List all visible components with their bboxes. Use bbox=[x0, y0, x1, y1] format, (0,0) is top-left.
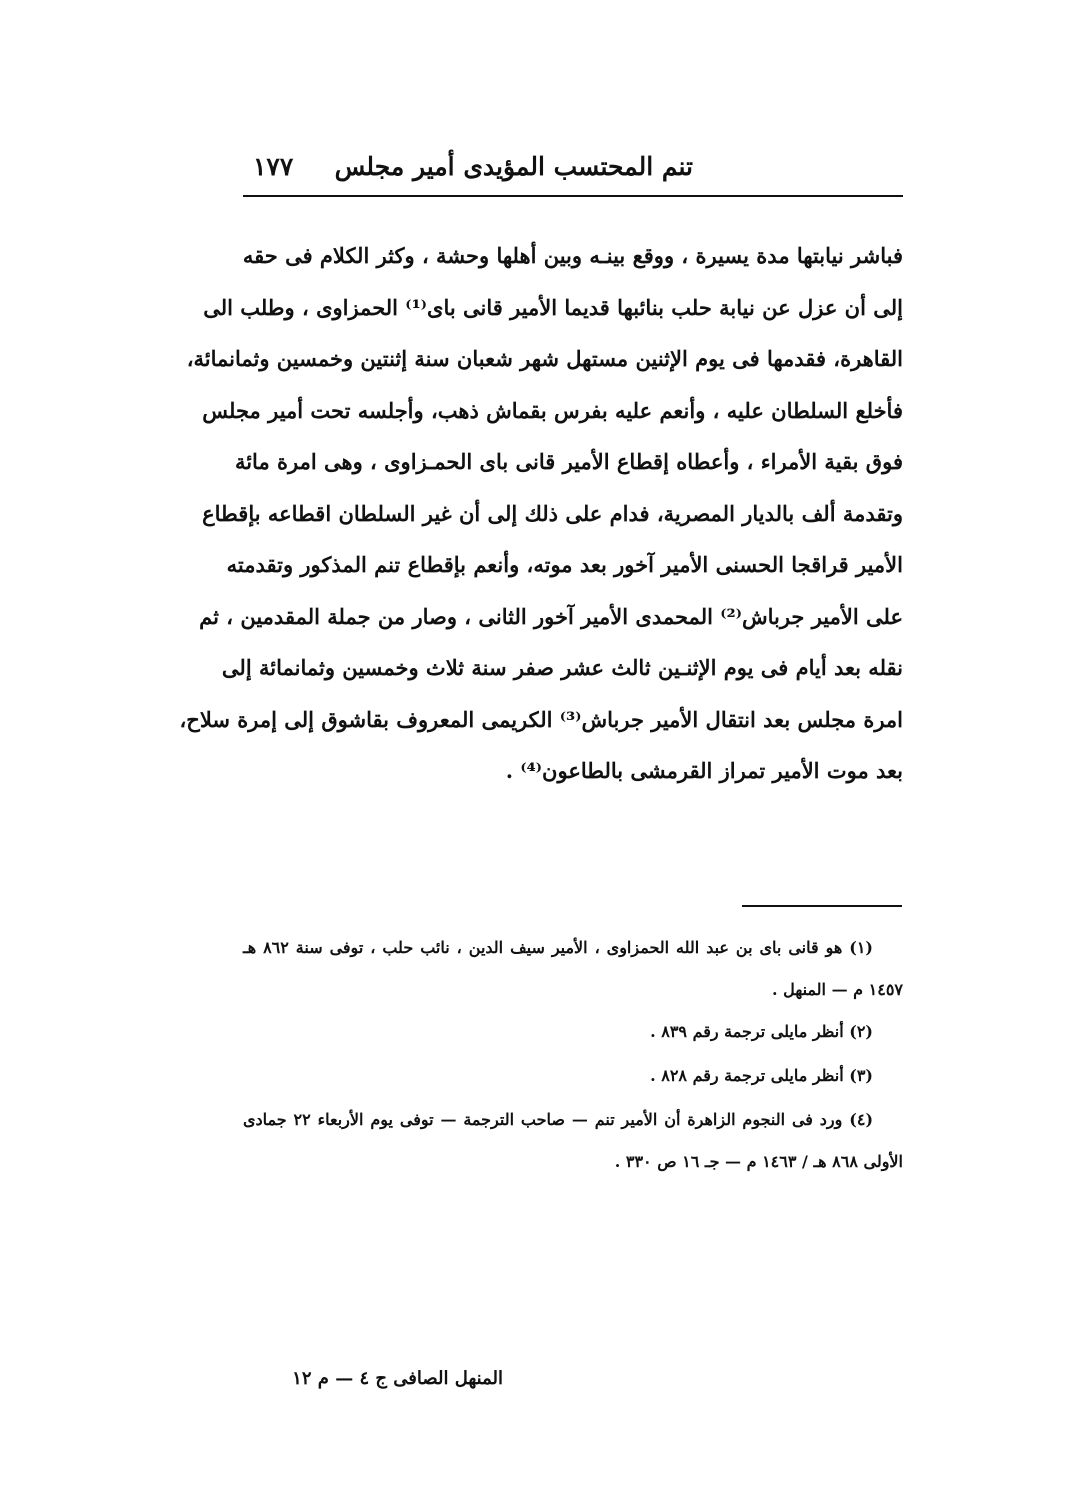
text-line: امرة مجلس بعد انتقال الأمير جرباش⁽³⁾ الكريمى المعروف بقاشوق إلى إمرة سلاح، bbox=[179, 706, 903, 732]
body-text bbox=[179, 230, 903, 797]
footnote-4-continued: الأولى ٨٦٨ هـ / ١٤٦٣ م — جـ ١٦ ص ٣٣٠ . bbox=[614, 1152, 903, 1171]
text-line: فوق بقية الأمراء ، وأعطاه إقطاع الأمير قانى باى الحمـزاوى ، وهى امرة مائة bbox=[234, 449, 903, 474]
footnote-1: (١) هو قانى باى بن عبد الله الحمزاوى ، الأمير سيف الدين ، نائب حلب ، توفى سنة ٨٦٢ هـ bbox=[243, 938, 873, 957]
footnote-3: (٣) أنظر مايلى ترجمة رقم ٨٢٨ . bbox=[650, 1066, 873, 1085]
text-line: القاهرة، فقدمها فى يوم الإثنين مستهل شهر شعبان سنة إثنتين وخمسين وثمانمائة، bbox=[186, 346, 903, 371]
text-line: الأمير قراقجا الحسنى الأمير آخور بعد موته، وأنعم بإقطاع تنم المذكور وتقدمته bbox=[226, 552, 903, 577]
footnote-1-continued: ١٤٥٧ م — المنهل . bbox=[771, 980, 903, 999]
text-line: على الأمير جرباش⁽²⁾ المحمدى الأمير آخور الثانى ، وصار من جملة المقدمين ، ثم bbox=[199, 603, 903, 629]
text-line: فباشر نيابتها مدة يسيرة ، ووقع بينـه وبين أهلها وحشة ، وكثر الكلام فى حقه bbox=[242, 243, 903, 268]
text-line: فأخلع السلطان عليه ، وأنعم عليه بفرس بقماش ذهب، وأجلسه تحت أمير مجلس bbox=[202, 397, 903, 423]
text-line: نقله بعد أيام فى يوم الإثنـين ثالث عشر صفر سنة ثلاث وخمسين وثمانمائة إلى bbox=[221, 655, 903, 680]
footnote-2: (٢) أنظر مايلى ترجمة رقم ٨٣٩ . bbox=[650, 1022, 873, 1041]
text-line: وتقدمة ألف بالديار المصرية، فدام على ذلك إلى أن غير السلطان اقطاعه بإقطاع bbox=[202, 500, 903, 526]
text-line: إلى أن عزل عن نيابة حلب بنائبها قديما الأمير قانى باى⁽¹⁾ الحمزاوى ، وطلب الى bbox=[203, 294, 903, 320]
signature-mark: المنهل الصافى ج ٤ — م ١٢ bbox=[292, 1368, 503, 1389]
footnotes bbox=[243, 926, 903, 1182]
text-line: بعد موت الأمير تمراز القرمشى بالطاعون⁽⁴⁾ . bbox=[505, 758, 903, 783]
footnote-separator bbox=[742, 905, 902, 907]
header-rule bbox=[243, 195, 903, 197]
page-number: ١٧٧ bbox=[253, 152, 294, 181]
running-title: تنم المحتسب المؤيدى أمير مجلس bbox=[334, 152, 693, 181]
footnote-4: (٤) ورد فى النجوم الزاهرة أن الأمير تنم — صاحب الترجمة — توفى يوم الأربعاء ٢٢ جمادى bbox=[243, 1110, 874, 1129]
running-header bbox=[243, 150, 903, 196]
